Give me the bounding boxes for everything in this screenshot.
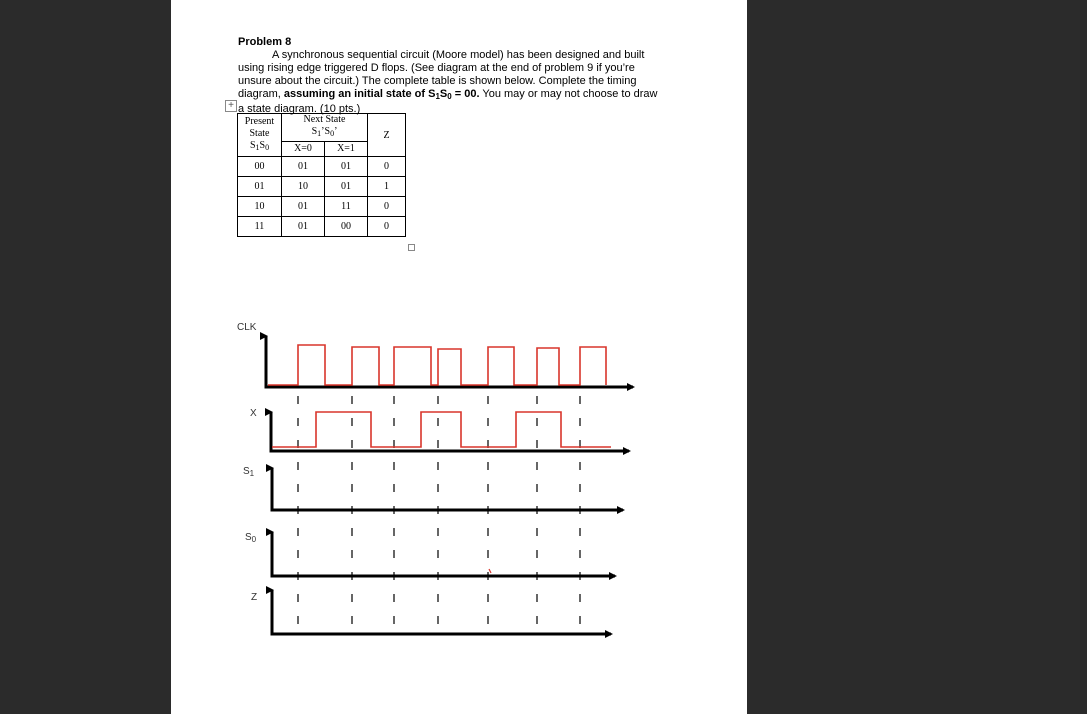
statement-line-5: a state diagram. (10 pts.) [238,103,361,115]
header-x1: X=1 [325,141,368,156]
z-axis [272,590,611,634]
timing-diagram [171,0,747,714]
table-row: 00 01 01 0 [238,157,406,177]
clk-axis [266,336,633,387]
table-row: 11 01 00 0 [238,217,406,237]
table-row: 10 01 11 0 [238,197,406,217]
x-waveform [272,412,611,447]
table-row: 01 10 01 1 [238,177,406,197]
signal-label-s1: $S_1$ [243,466,255,478]
header-present-state: Present State $S_1S_0$ [238,114,282,157]
s0-mark [489,569,491,573]
clk-waveform [268,345,606,385]
header-next-state: Next State $S_1’S_0$’ [282,114,368,142]
header-x0: X=0 [282,141,325,156]
statement-line-4: diagram, assuming an initial state of $S_1S_0 = 00$. You may or may not choose to draw [238,88,658,101]
document-page [171,0,747,714]
clock-edge-guides [298,396,580,632]
x-axis [271,412,629,451]
statement-line-3: unsure about the circuit.) The complete table is shown below. Complete the timing [238,75,637,87]
table-move-handle-icon[interactable]: + [225,100,237,112]
signal-label-s0: $S_0$ [245,532,257,544]
problem-title: Problem 8 [238,36,292,48]
axes [266,336,633,634]
signal-label-x: X [250,408,257,419]
s0-axis [272,532,615,576]
s1-axis [272,468,623,510]
signal-label-clk: CLK [237,322,257,333]
header-z: Z [368,114,406,157]
statement-line-2: using rising edge triggered D flops. (See diagram at the end of problem 9 if you’re [238,62,635,74]
signal-label-z: Z [251,592,258,603]
statement-line-1: A synchronous sequential circuit (Moore model) has been designed and built [272,49,645,61]
